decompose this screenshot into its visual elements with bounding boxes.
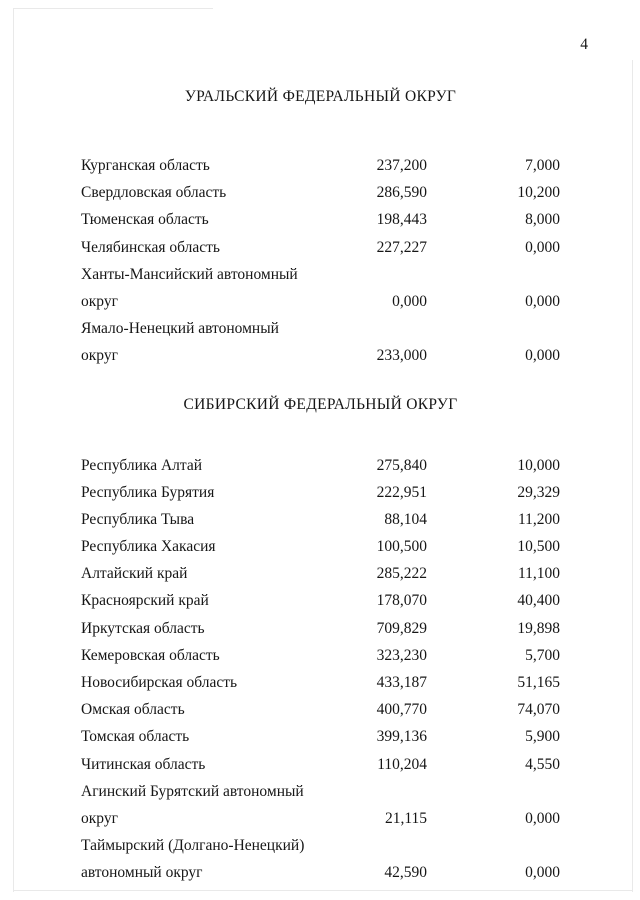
table-row (81, 805, 560, 832)
table-row (81, 342, 560, 369)
value-col-2: 5,700 (525, 646, 560, 664)
table-row (81, 778, 560, 805)
value-col-2: 0,000 (525, 238, 560, 256)
table-row (81, 288, 560, 315)
region-name: Иркутская область (81, 619, 205, 637)
region-name: Кемеровская область (81, 646, 220, 664)
value-col-1: 400,770 (376, 701, 427, 719)
region-name: Курганская область (81, 157, 210, 174)
value-col-2: 11,100 (517, 565, 560, 583)
section-title: УРАЛЬСКИЙ ФЕДЕРАЛЬНЫЙ ОКРУГ (184, 88, 457, 105)
table-row (81, 261, 560, 288)
region-name: Республика Бурятия (81, 483, 215, 501)
section-siberia (81, 396, 560, 887)
value-col-1: 100,500 (376, 538, 427, 556)
value-col-2: 40,400 (517, 592, 560, 610)
region-name: Омская область (81, 701, 185, 719)
value-col-2: 10,500 (517, 538, 560, 556)
value-col-1: 285,222 (376, 565, 427, 583)
value-col-1: 110,204 (377, 755, 427, 773)
value-col-1: 21,115 (384, 809, 427, 827)
region-name: Алтайский край (81, 565, 188, 583)
table-row (81, 723, 560, 750)
table-row (81, 179, 560, 206)
table-row (81, 560, 560, 587)
region-name: округ (81, 809, 118, 827)
value-col-1: 88,104 (384, 510, 427, 528)
table-row (81, 234, 560, 261)
table-row (81, 206, 560, 233)
value-col-2: 7,000 (525, 157, 560, 174)
value-col-1: 42,590 (384, 864, 427, 882)
value-col-1: 178,070 (376, 592, 427, 610)
region-name: Новосибирская область (81, 674, 238, 691)
scan-edge-top (13, 8, 213, 9)
region-name: Красноярский край (81, 592, 209, 610)
page-number: 4 (580, 36, 588, 53)
table-row (81, 506, 560, 533)
region-name: Читинская область (81, 755, 206, 773)
region-name: Челябинская область (81, 238, 220, 256)
value-col-2: 10,200 (517, 184, 560, 202)
value-col-2: 0,000 (525, 864, 560, 882)
value-col-2: 51,165 (517, 674, 560, 691)
section-rows (81, 152, 560, 370)
region-name: округ (81, 292, 118, 310)
section-rows (81, 452, 560, 887)
section-title: СИБИРСКИЙ ФЕДЕРАЛЬНЫЙ ОКРУГ (183, 395, 458, 413)
table-row (81, 587, 560, 614)
region-name: Тюменская область (81, 211, 209, 229)
value-col-2: 74,070 (517, 701, 560, 719)
table-row (81, 859, 560, 886)
table-row (81, 315, 560, 342)
region-name: Республика Хакасия (81, 538, 216, 556)
scan-edge-bottom (13, 890, 633, 891)
value-col-2: 10,000 (517, 456, 560, 474)
value-col-1: 275,840 (376, 456, 427, 474)
region-name: Агинский Бурятский автономный (81, 782, 304, 800)
value-col-2: 0,000 (525, 292, 560, 310)
value-col-1: 709,829 (376, 619, 427, 637)
table-row (81, 751, 560, 778)
table-row (81, 832, 560, 859)
value-col-1: 0,000 (392, 292, 427, 310)
page-content (0, 88, 640, 887)
table-row (81, 452, 560, 479)
value-col-2: 4,550 (525, 755, 560, 773)
value-col-2: 0,000 (525, 347, 560, 365)
value-col-1: 286,590 (376, 184, 427, 202)
region-name: Республика Тыва (81, 510, 195, 528)
table-row (81, 533, 560, 560)
region-name: Республика Алтай (81, 456, 203, 474)
value-col-2: 19,898 (517, 619, 560, 637)
table-row (81, 479, 560, 506)
table-row (81, 615, 560, 642)
value-col-1: 227,227 (376, 238, 427, 256)
value-col-1: 233,000 (376, 347, 427, 365)
value-col-1: 323,230 (376, 646, 427, 664)
section-ural (81, 88, 560, 370)
value-col-2: 29,329 (517, 483, 560, 501)
region-name: Ханты-Мансийский автономный (81, 265, 298, 283)
value-col-2: 0,000 (525, 809, 560, 827)
table-row (81, 642, 560, 669)
value-col-1: 198,443 (376, 211, 427, 229)
value-col-2: 8,000 (525, 211, 560, 229)
region-name: Томская область (81, 728, 190, 746)
region-name: округ (81, 347, 118, 365)
value-col-1: 399,136 (376, 728, 427, 746)
region-name: Ямало-Ненецкий автономный (81, 320, 279, 338)
region-name: Таймырский (Долгано-Ненецкий) (81, 837, 305, 855)
scan-edge-left (13, 8, 14, 892)
scan-edge-right (632, 60, 633, 892)
region-name: автономный округ (81, 864, 203, 882)
value-col-2: 11,200 (517, 510, 560, 528)
value-col-1: 433,187 (376, 674, 427, 691)
table-row (81, 669, 560, 696)
region-name: Свердловская область (81, 184, 227, 202)
value-col-1: 237,200 (376, 157, 427, 174)
table-row (81, 152, 560, 179)
value-col-1: 222,951 (376, 483, 427, 501)
table-row (81, 696, 560, 723)
value-col-2: 5,900 (525, 728, 560, 746)
